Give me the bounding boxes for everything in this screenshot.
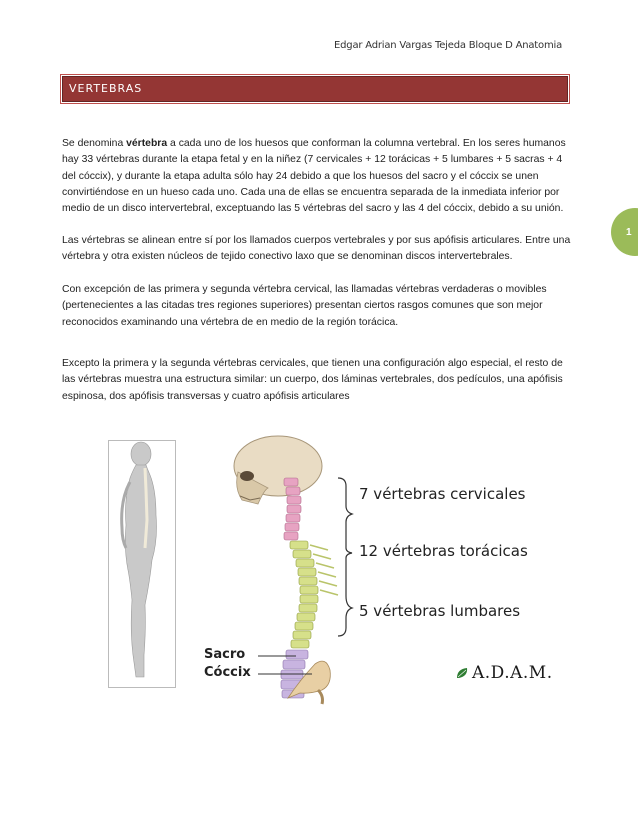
paragraph-definition-lead: Se denomina (62, 138, 127, 149)
page-number-badge: 1 (611, 208, 638, 256)
adam-brand: A.D.A.M. (472, 663, 553, 683)
label-lumbar: 5 vértebras lumbares (359, 602, 521, 620)
region-brackets (338, 478, 352, 636)
term-vertebra: vértebra (126, 138, 168, 149)
sacrum-bone (288, 661, 330, 698)
label-coccyx: Cóccix (204, 665, 251, 680)
paragraph-definition-body: a cada uno de los huesos que conforman la columna vertebral. En los seres humanos hay 33 vértebras durante la etapa fetal y en la niñez (7 cervicales + 12 torácicas + 5 lumbares + 5 sacras + 4 del cóccix), y durante la etapa adulta sólo hay 24 debido a que los huesos del sacro y el cóccix se unen convirtiéndose en un hueso cada uno. Cada una de ellas se encuentra separada de la inmediata inferior por medio de un disco intervertebral, exceptuando las 5 vértebras del sacro y las 4 del cóccix, debido a su unión. (62, 138, 566, 215)
section-title: VERTEBRAS (69, 82, 143, 95)
label-sacrum: Sacro (204, 647, 246, 662)
coccyx-bone (318, 690, 323, 704)
label-thoracic: 12 vértebras torácicas (359, 542, 528, 560)
label-cervical: 7 vértebras cervicales (359, 485, 526, 503)
leader-lines (258, 656, 312, 674)
adam-leaf-icon (455, 666, 471, 680)
paragraph-alignment: Las vértebras se alinean entre sí por los llamados cuerpos vertebrales y por sus apófisis articulares. Entre una vértebra y otra existen núcleos de tejido conectivo laxo que se denominan discos intervertebrales. (62, 235, 571, 263)
running-header: Edgar Adrian Vargas Tejeda Bloque D Anatomia (334, 40, 562, 51)
paragraph-true-vertebrae: Con excepción de las primera y segunda vértebra cervical, las llamadas vértebras verdaderas o movibles (pertenecientes a las citadas tres regiones superiores) presentan ciertos rasgos comunes que son mejor reconocidos examinando una vértebra de en medio de la región torácica. (62, 284, 547, 328)
paragraph-structure: Excepto la primera y la segunda vértebras cervicales, que tienen una configuración algo especial, el resto de las vértebras muestra una estructura similar: un cuerpo, dos láminas vertebrales, dos pedículos, una apófisis espinosa, dos apófisis transversas y cuatro apófisis articulares (62, 358, 563, 402)
